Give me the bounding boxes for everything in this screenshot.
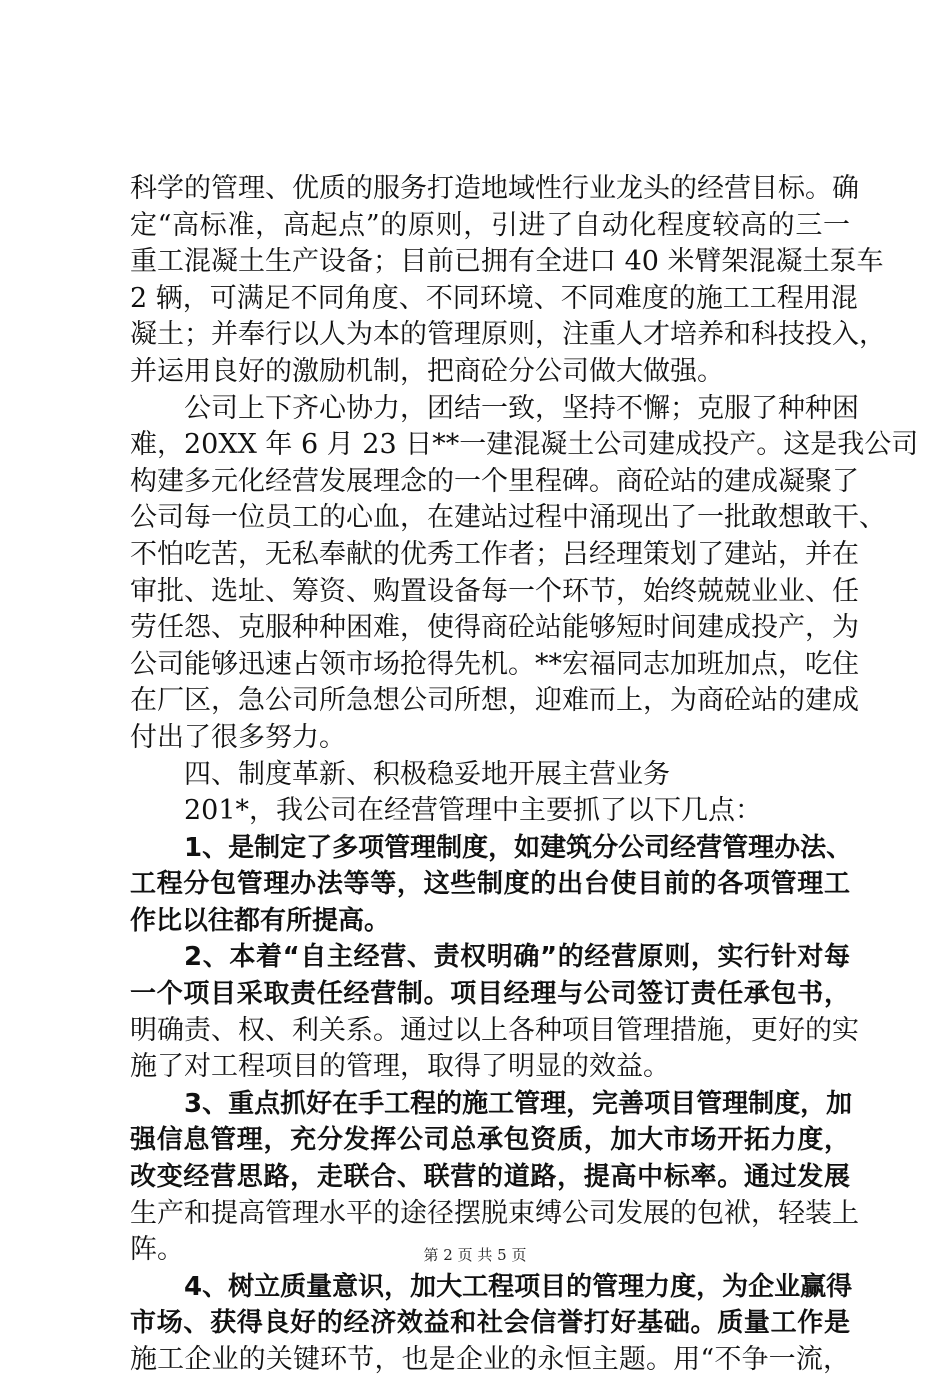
text-line: 生产和提高管理水平的途径摆脱束缚公司发展的包袱，轻装上 bbox=[130, 1197, 859, 1229]
text-line: 公司上下齐心协力，团结一致，坚持不懈；克服了种种困 bbox=[184, 392, 859, 424]
text-line: 施了对工程项目的管理，取得了明显的效益。 bbox=[130, 1051, 670, 1083]
text-line: 强信息管理，充分发挥公司总承包资质，加大市场开拓力度， bbox=[130, 1125, 850, 1156]
text-line: 2 辆，可满足不同角度、不同环境、不同难度的施工工程用混 bbox=[130, 282, 858, 314]
text-line: 1、是制定了多项管理制度，如建筑分公司经营管理办法、 bbox=[184, 832, 853, 863]
text-line: 劳任怨、克服种种困难，使得商砼站能够短时间建成投产，为 bbox=[130, 612, 859, 644]
text-line: 在厂区，急公司所急想公司所想，迎难而上，为商砼站的建成 bbox=[130, 685, 859, 717]
text-line: 公司每一位员工的心血，在建站过程中涌现出了一批敢想敢干、 bbox=[130, 502, 886, 534]
text-line: 公司能够迅速占领市场抢得先机。**宏福同志加班加点，吃住 bbox=[130, 648, 859, 680]
text-line: 3、重点抓好在手工程的施工管理，完善项目管理制度，加 bbox=[184, 1088, 853, 1119]
text-line: 定“高标准，高起点”的原则，引进了自动化程度较高的三一 bbox=[130, 209, 850, 241]
text-line: 重工混凝土生产设备；目前已拥有全进口 40 米臂架混凝土泵车 bbox=[130, 246, 884, 278]
text-line: 不怕吃苦，无私奉献的优秀工作者；吕经理策划了建站，并在 bbox=[130, 538, 859, 570]
text-line: 2、本着“自主经营、责权明确”的经营原则，实行针对每 bbox=[184, 942, 850, 973]
text-line: 构建多元化经营发展理念的一个里程碑。商砼站的建成凝聚了 bbox=[130, 465, 859, 497]
text-line: 凝土；并奉行以人为本的管理原则，注重人才培养和科技投入， bbox=[130, 319, 886, 351]
text-line: 4、树立质量意识，加大工程项目的管理力度，为企业赢得 bbox=[184, 1271, 853, 1302]
page-footer: 第 2 页 共 5 页 bbox=[423, 1246, 527, 1264]
text-line: 作比以往都有所提高。 bbox=[130, 905, 391, 936]
text-line: 201*，我公司在经营管理中主要抓了以下几点： bbox=[184, 795, 763, 827]
text-line: 科学的管理、优质的服务打造地域性行业龙头的经营目标。确 bbox=[130, 173, 859, 204]
text-line: 阵。 bbox=[130, 1234, 184, 1266]
text-line: 明确责、权、利关系。通过以上各种项目管理措施，更好的实 bbox=[130, 1014, 859, 1046]
text-line: 施工企业的关键环节，也是企业的永恒主题。用“不争一流， bbox=[130, 1344, 850, 1375]
text-line: 四、制度革新、积极稳妥地开展主营业务 bbox=[184, 758, 670, 790]
text-line: 难，20XX 年 6 月 23 日**一建混凝土公司建成投产。这是我公司 bbox=[130, 429, 919, 461]
text-line: 工程分包管理办法等等，这些制度的出台使目前的各项管理工 bbox=[130, 869, 850, 900]
text-line: 付出了很多努力。 bbox=[130, 721, 346, 753]
text-line: 改变经营思路，走联合、联营的道路，提高中标率。通过发展 bbox=[130, 1162, 850, 1193]
text-line: 审批、选址、筹资、购置设备每一个环节，始终兢兢业业、任 bbox=[130, 575, 859, 607]
text-line: 并运用良好的激励机制，把商砼分公司做大做强。 bbox=[130, 355, 724, 387]
text-line: 一个项目采取责任经营制。项目经理与公司签订责任承包书， bbox=[130, 979, 850, 1010]
text-line: 市场、获得良好的经济效益和社会信誉打好基础。质量工作是 bbox=[130, 1308, 850, 1339]
document-body bbox=[130, 171, 919, 1379]
